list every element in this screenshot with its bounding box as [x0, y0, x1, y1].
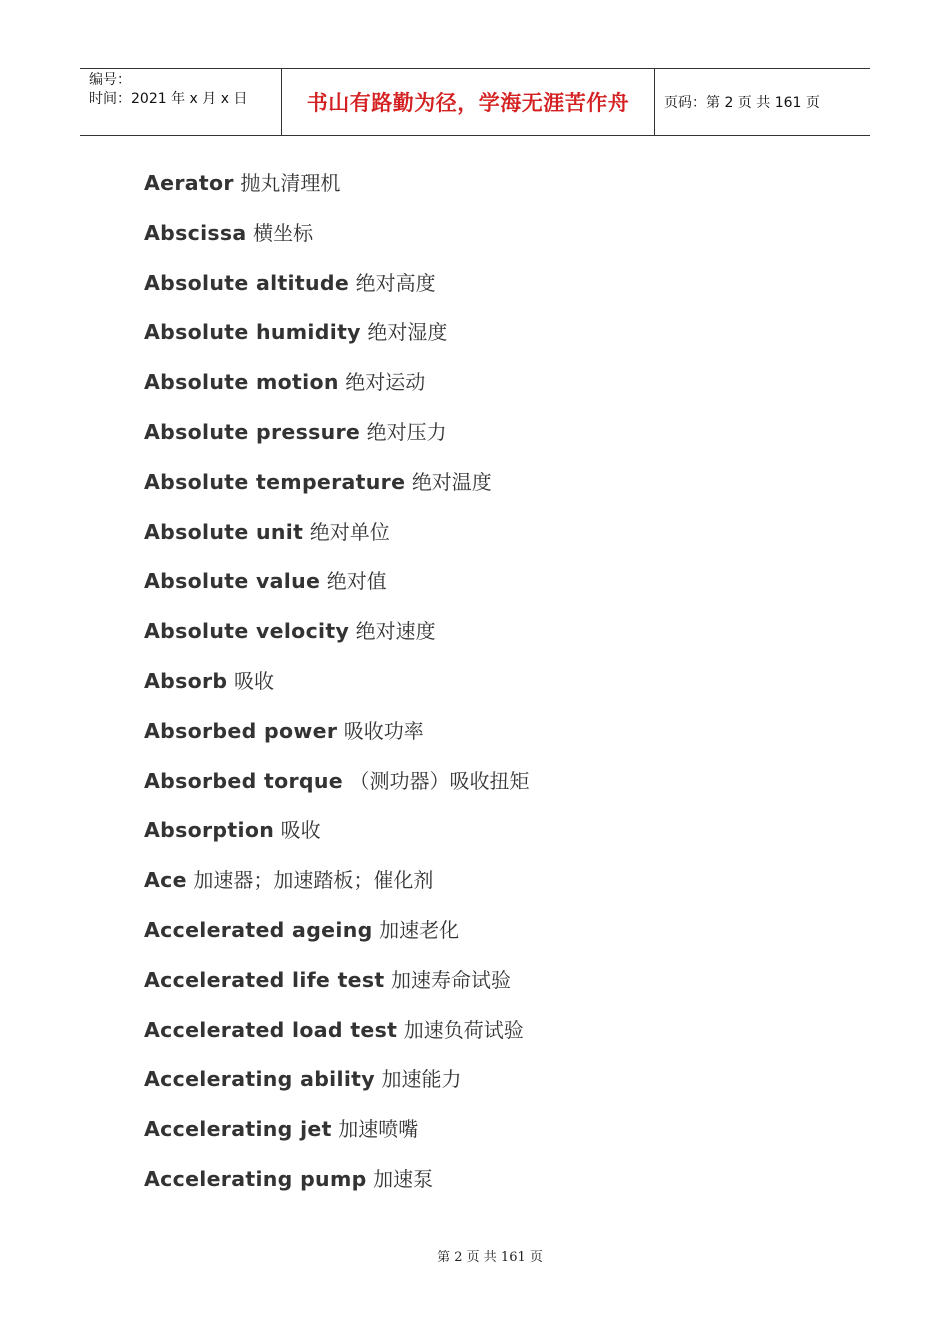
- glossary-entry: [144, 515, 530, 565]
- entry-definition: 吸收功率: [343, 718, 424, 743]
- header-motto: 书山有路勤为径，学海无涯苦作舟: [281, 69, 655, 135]
- entry-term: Accelerated life test: [144, 967, 385, 992]
- page-footer: 第 2 页 共 161 页: [437, 1250, 543, 1265]
- glossary-entry: [144, 166, 530, 216]
- entry-term: Absolute humidity: [144, 320, 361, 345]
- glossary-entry: [144, 315, 530, 365]
- entry-definition: （测功器）吸收扭矩: [349, 768, 530, 793]
- glossary-entry: [144, 963, 530, 1013]
- entry-term: Accelerating ability: [144, 1067, 375, 1092]
- glossary-entry: [144, 813, 530, 863]
- entry-definition: 绝对运动: [345, 370, 426, 395]
- entry-definition: 加速老化: [379, 917, 460, 942]
- entry-term: Abscissa: [144, 220, 247, 245]
- glossary-list: [144, 166, 530, 1212]
- glossary-entry: [144, 913, 530, 963]
- entry-definition: 绝对温度: [411, 469, 492, 494]
- glossary-entry: [144, 714, 530, 764]
- glossary-entry: [144, 664, 530, 714]
- glossary-entry: [144, 1162, 530, 1212]
- entry-definition: 加速喷嘴: [338, 1117, 419, 1142]
- entry-definition: 绝对值: [326, 569, 387, 594]
- entry-term: Absolute temperature: [144, 469, 406, 494]
- time-label: 时间：2021 年 x 月 x 日: [89, 91, 248, 107]
- entry-definition: 绝对高度: [355, 270, 436, 295]
- entry-definition: 加速负荷试验: [403, 1017, 524, 1042]
- glossary-entry: [144, 764, 530, 814]
- entry-term: Absolute value: [144, 569, 321, 594]
- entry-term: Absorbed torque: [144, 768, 343, 793]
- entry-term: Accelerated load test: [144, 1017, 398, 1042]
- glossary-entry: [144, 465, 530, 515]
- entry-definition: 加速泵: [373, 1166, 434, 1191]
- glossary-entry: [144, 1112, 530, 1162]
- entry-term: Ace: [144, 868, 187, 893]
- entry-term: Accelerated ageing: [144, 917, 373, 942]
- entry-definition: 吸收: [233, 668, 274, 693]
- header-page-info: 页码：第 2 页 共 161 页: [664, 95, 820, 111]
- entry-term: Aerator: [144, 171, 234, 195]
- entry-definition: 加速能力: [381, 1067, 462, 1092]
- glossary-entry: [144, 863, 530, 913]
- entry-term: Absorption: [144, 818, 275, 843]
- number-label: 编号：: [89, 72, 131, 88]
- page-header: [80, 68, 870, 136]
- entry-term: Absolute motion: [144, 370, 339, 395]
- entry-term: Absolute velocity: [144, 619, 350, 644]
- entry-term: Accelerating pump: [144, 1166, 367, 1191]
- glossary-entry: [144, 365, 530, 415]
- entry-definition: 抛丸清理机: [240, 171, 341, 195]
- entry-definition: 绝对压力: [366, 419, 447, 444]
- entry-definition: 加速寿命试验: [391, 967, 512, 992]
- glossary-entry: [144, 1062, 530, 1112]
- entry-term: Absorbed power: [144, 718, 338, 743]
- glossary-entry: [144, 614, 530, 664]
- glossary-entry: [144, 216, 530, 266]
- entry-definition: 吸收: [280, 818, 321, 843]
- entry-term: Absorb: [144, 668, 228, 693]
- entry-definition: 绝对湿度: [367, 320, 448, 345]
- glossary-entry: [144, 564, 530, 614]
- glossary-entry: [144, 1013, 530, 1063]
- glossary-entry: [144, 415, 530, 465]
- entry-definition: 横坐标: [253, 220, 314, 245]
- entry-definition: 加速器；加速踏板；催化剂: [193, 868, 434, 893]
- entry-term: Absolute pressure: [144, 419, 361, 444]
- header-meta: [80, 69, 281, 135]
- entry-term: Absolute altitude: [144, 270, 350, 295]
- entry-definition: 绝对速度: [355, 619, 436, 644]
- entry-definition: 绝对单位: [309, 519, 390, 544]
- entry-term: Accelerating jet: [144, 1117, 332, 1142]
- glossary-entry: [144, 266, 530, 316]
- entry-term: Absolute unit: [144, 519, 304, 544]
